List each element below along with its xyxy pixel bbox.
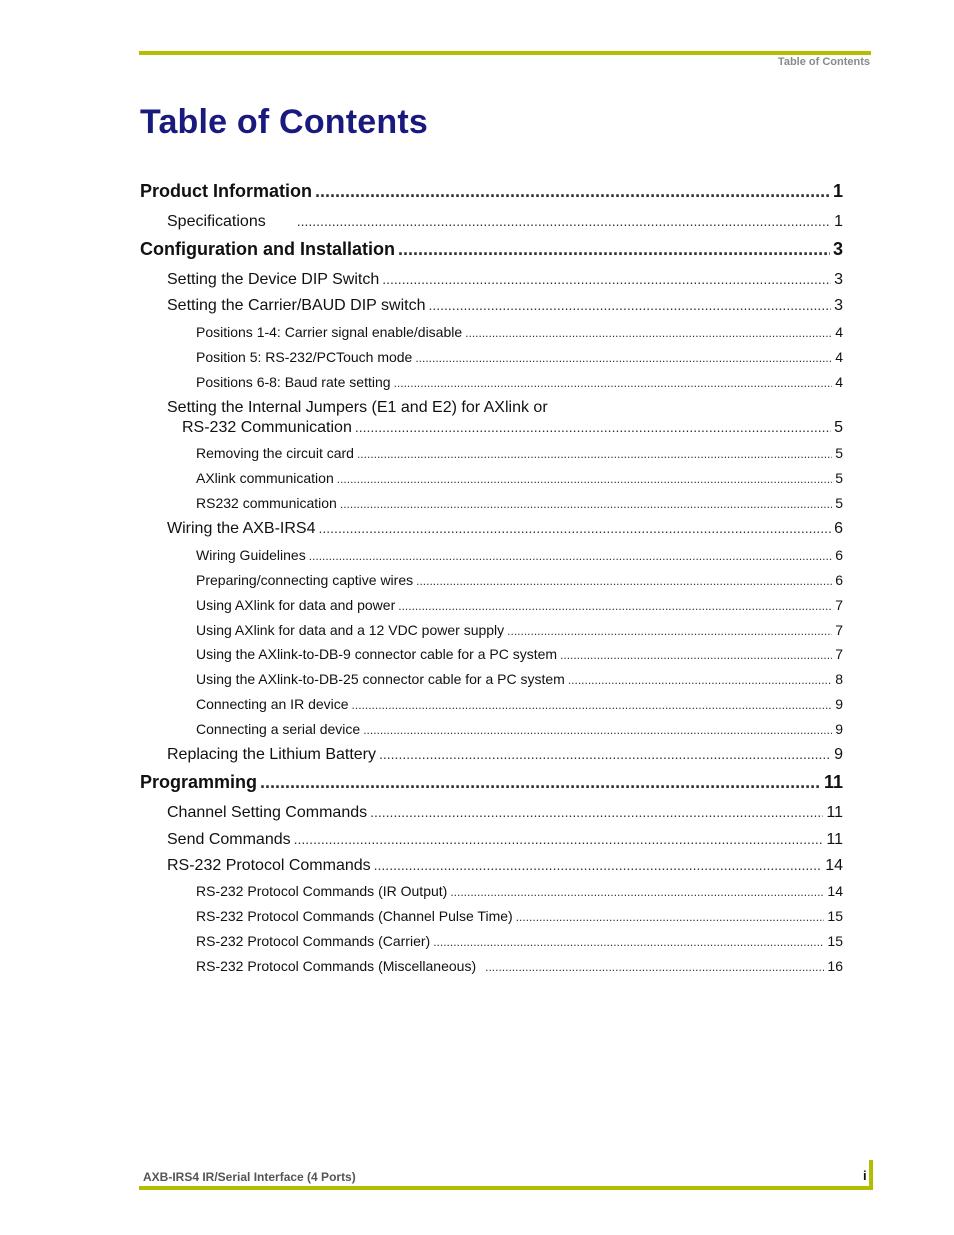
- toc-entry-internal-jumpers-line1[interactable]: Setting the Internal Jumpers (E1 and E2) for AXlink or: [167, 399, 548, 416]
- toc-entry-label: Configuration and Installation: [140, 239, 395, 259]
- toc-entry-rs232-misc[interactable]: [140, 958, 843, 974]
- toc-page-number: 3: [834, 271, 843, 288]
- dot-leader: [485, 960, 824, 974]
- toc-entry-label: AXlink communication: [196, 470, 334, 486]
- toc-page-number: 3: [832, 239, 843, 259]
- toc-page-number: 11: [826, 831, 843, 848]
- dot-leader: [374, 857, 823, 873]
- dot-leader: [450, 885, 824, 899]
- toc-entry-label: RS-232 Protocol Commands (Carrier): [196, 933, 431, 949]
- toc-page-number: 1: [832, 181, 843, 201]
- toc-entry-label: Preparing/connecting captive wires: [196, 572, 414, 588]
- toc-page-number: 11: [826, 804, 843, 821]
- toc-page-number: 15: [827, 933, 843, 949]
- dot-leader: [352, 698, 833, 712]
- toc-page-number: 9: [835, 721, 843, 737]
- toc-entry-replacing-battery[interactable]: [140, 746, 843, 764]
- toc-page-number: 5: [834, 419, 843, 436]
- dot-leader: [433, 935, 824, 949]
- dot-leader: [315, 181, 830, 202]
- toc-entry-carrier-baud[interactable]: [140, 297, 843, 315]
- toc-page-number: 5: [835, 470, 843, 486]
- toc-page-number: 1: [834, 213, 843, 230]
- toc-entry-captive-wires[interactable]: [140, 572, 843, 588]
- toc-entry-channel-setting[interactable]: [140, 804, 843, 822]
- toc-page-number: 14: [827, 883, 843, 899]
- dot-leader: [398, 239, 830, 260]
- toc-entry-label: Connecting a serial device: [196, 721, 361, 737]
- footer-product-name: AXB-IRS4 IR/Serial Interface (4 Ports): [143, 1170, 356, 1184]
- toc-entry-label: Using the AXlink-to-DB-25 connector cable for a PC system: [196, 671, 565, 687]
- toc-entry-label: Product Information: [140, 181, 312, 201]
- toc-page-number: 4: [835, 349, 843, 365]
- toc-entry-label: Removing the circuit card: [196, 445, 354, 461]
- toc-entry-label: Setting the Carrier/BAUD DIP switch: [167, 297, 426, 314]
- toc-entry-rs232-channel-pulse[interactable]: [140, 908, 843, 924]
- toc-entry-label: Wiring the AXB-IRS4: [167, 520, 316, 537]
- toc-entry-label: RS-232 Protocol Commands (Miscellaneous): [196, 958, 477, 974]
- toc-entry-specifications[interactable]: [140, 213, 843, 231]
- toc-entry-axlink-12vdc[interactable]: [140, 622, 843, 638]
- footer-rule: [139, 1186, 873, 1190]
- toc-entry-device-dip[interactable]: [140, 271, 843, 289]
- dot-leader: [560, 648, 832, 662]
- dot-leader: [294, 831, 824, 847]
- toc-entry-rs232-ir-output[interactable]: [140, 883, 843, 899]
- dot-leader: [416, 574, 832, 588]
- toc-entry-label: Wiring Guidelines: [196, 547, 306, 563]
- toc-page-number: 6: [835, 547, 843, 563]
- toc-entry-label: RS232 communication: [196, 495, 337, 511]
- toc-entry-axlink-data-power[interactable]: [140, 597, 843, 613]
- dot-leader: [507, 624, 832, 638]
- toc-page-number: 9: [834, 746, 843, 763]
- toc-entry-positions-1-4[interactable]: [140, 324, 843, 340]
- dot-leader: [337, 472, 832, 486]
- toc-entry-connecting-serial[interactable]: [140, 721, 843, 737]
- toc-entry-configuration[interactable]: [140, 239, 843, 260]
- toc-entry-programming[interactable]: [140, 772, 843, 793]
- toc-entry-label: RS-232 Protocol Commands (Channel Pulse Time): [196, 908, 513, 924]
- toc-page-number: 14: [825, 857, 843, 874]
- toc-entry-wiring-guidelines[interactable]: [140, 547, 843, 563]
- toc-entry-axlink-db25[interactable]: [140, 671, 843, 687]
- toc-entry-label: Using AXlink for data and power: [196, 597, 396, 613]
- toc-page-number: 9: [835, 696, 843, 712]
- toc-entry-rs232-carrier[interactable]: [140, 933, 843, 949]
- dot-leader: [398, 599, 832, 613]
- toc-page-number: 15: [827, 908, 843, 924]
- toc-entry-label: RS-232 Communication: [182, 419, 352, 436]
- toc-page-number: 4: [835, 324, 843, 340]
- toc-entry-internal-jumpers[interactable]: [140, 419, 843, 437]
- toc-entry-axlink-communication[interactable]: [140, 470, 843, 486]
- running-header: Table of Contents: [777, 56, 870, 68]
- toc-page-number: 7: [835, 597, 843, 613]
- toc-entry-label: Setting the Device DIP Switch: [167, 271, 380, 288]
- toc-entry-label: Replacing the Lithium Battery: [167, 746, 376, 763]
- dot-leader: [363, 723, 832, 737]
- dot-leader: [357, 447, 832, 461]
- toc-page-number: 3: [834, 297, 843, 314]
- toc-entry-axlink-db9[interactable]: [140, 646, 843, 662]
- toc-entry-connecting-ir[interactable]: [140, 696, 843, 712]
- toc-page-number: 8: [835, 671, 843, 687]
- dot-leader: [309, 549, 832, 563]
- toc-entry-label: Positions 6-8: Baud rate setting: [196, 374, 391, 390]
- dot-leader: [319, 520, 832, 536]
- dot-leader: [260, 772, 821, 793]
- toc-entry-rs232-protocol[interactable]: [140, 857, 843, 875]
- dot-leader: [370, 804, 823, 820]
- toc-entry-label: RS-232 Protocol Commands: [167, 857, 371, 874]
- toc-entry-label: Position 5: RS-232/PCTouch mode: [196, 349, 413, 365]
- dot-leader: [465, 326, 832, 340]
- toc-entry-send-commands[interactable]: [140, 831, 843, 849]
- dot-leader: [415, 351, 832, 365]
- toc-page-number: 7: [835, 622, 843, 638]
- toc-entry-wiring[interactable]: [140, 520, 843, 538]
- toc-entry-label: Send Commands: [167, 831, 291, 848]
- toc-page-number: 6: [834, 520, 843, 537]
- dot-leader: [428, 297, 831, 313]
- toc-page-number: 16: [827, 958, 843, 974]
- toc-page-number: 6: [835, 572, 843, 588]
- dot-leader: [355, 419, 831, 435]
- toc-entry-rs232-communication[interactable]: [140, 495, 843, 511]
- toc-page-number: 7: [835, 646, 843, 662]
- toc-page-number: 4: [835, 374, 843, 390]
- dot-leader: [379, 746, 831, 762]
- dot-leader: [394, 376, 833, 390]
- toc-entry-label: Using the AXlink-to-DB-9 connector cable for a PC system: [196, 646, 558, 662]
- header-rule: [139, 51, 871, 55]
- toc-entry-label: Channel Setting Commands: [167, 804, 368, 821]
- toc-entry-label: Specifications: [167, 213, 266, 230]
- dot-leader: [382, 271, 831, 287]
- toc-entry-position-5[interactable]: [140, 349, 843, 365]
- toc-entry-label: Programming: [140, 772, 258, 792]
- toc-entry-label: Using AXlink for data and a 12 VDC power supply: [196, 622, 505, 638]
- toc-page-number: 5: [835, 445, 843, 461]
- toc-entry-label: Connecting an IR device: [196, 696, 349, 712]
- toc-page-number: 11: [823, 772, 843, 792]
- dot-leader: [297, 213, 831, 229]
- toc-entry-positions-6-8[interactable]: [140, 374, 843, 390]
- dot-leader: [568, 673, 832, 687]
- footer-page-number: i: [863, 1168, 867, 1183]
- toc-entry-label: RS-232 Protocol Commands (IR Output): [196, 883, 448, 899]
- page-title: Table of Contents: [140, 103, 428, 141]
- toc-entry-removing-circuit-card[interactable]: [140, 445, 843, 461]
- toc-entry-label: Positions 1-4: Carrier signal enable/disable: [196, 324, 463, 340]
- toc-entry-product-information[interactable]: [140, 181, 843, 202]
- dot-leader: [516, 910, 825, 924]
- toc-page-number: 5: [835, 495, 843, 511]
- dot-leader: [340, 497, 832, 511]
